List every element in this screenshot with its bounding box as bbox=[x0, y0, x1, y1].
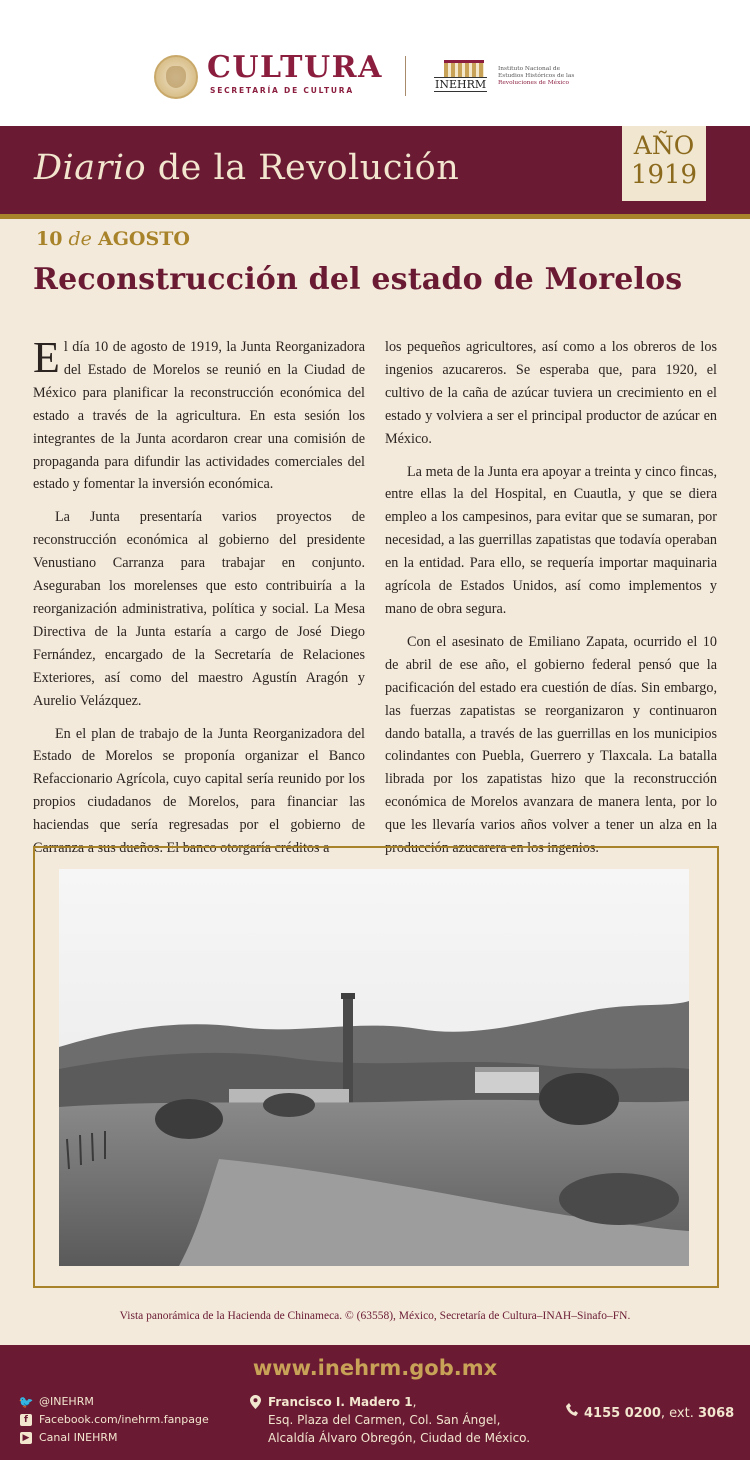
year-label: AÑO bbox=[633, 131, 695, 160]
address-line: Esq. Plaza del Carmen, Col. San Ángel, bbox=[268, 1413, 501, 1427]
drop-cap: E bbox=[33, 333, 60, 382]
year-box bbox=[622, 126, 706, 201]
date-de: de bbox=[62, 228, 98, 250]
facebook-icon: f bbox=[20, 1414, 32, 1426]
logo-divider bbox=[405, 56, 406, 96]
article-column-right bbox=[385, 336, 717, 870]
phone-icon bbox=[566, 1403, 578, 1417]
twitter-icon: 🐦 bbox=[18, 1395, 34, 1409]
phone-ext-label: , ext. bbox=[660, 1406, 698, 1421]
youtube-icon: ▶ bbox=[20, 1432, 32, 1444]
website-link[interactable]: www.inehrm.gob.mx bbox=[252, 1356, 498, 1380]
hacienda-photo bbox=[59, 869, 689, 1266]
article-paragraph: La meta de la Junta era apoyar a treinta y cinco fincas, entre ellas la del Hospital, en Cuautla, y que se diera empleo a los campesinos, para evitar que se sumaran, por necesidad, a las guerrillas zapatistas que todavía operaban en la entidad. Para ello, se requería importar maquinaria agrícola de Estados Unidos, así como implementos y mano de obra segura. bbox=[385, 463, 717, 617]
youtube-link[interactable] bbox=[20, 1429, 209, 1447]
title-band-rule bbox=[0, 214, 750, 219]
paragraph-text: l día 10 de agosto de 1919, la Junta Reorganizadora del Estado de Morelos se reunió en la Ciudad de México para planificar la reconstrucción económica del estado a través de la agricultura. En esta sesión los integrantes de la Junta acordaron crear una comisión de propaganda para difundir las actividades comerciales del estado y fomentar la inversión económica. bbox=[33, 339, 365, 493]
map-pin-icon bbox=[250, 1395, 261, 1409]
article-paragraph: La Junta presentaría varios proyectos de reconstrucción económica al gobierno del presidente Venustiano Carranza para trabajar en conjunto. Aseguraban los morelenses que esto contribuiría a la reorganización administrativa, política y social. La Mesa Directiva de la Junta estaría a cargo de José Diego Fernández, encargado de la Secretaría de Relaciones Exteriores, así como del maestro Agustín Aragón y Aurelio Velázquez. bbox=[33, 509, 365, 709]
article-paragraph: Con el asesinato de Emiliano Zapata, ocurrido el 10 de abril de ese año, el gobierno federal pensó que la pacificación del estado era cuestión de días. Sin embargo, las fuerzas zapatistas se reorganizaron y continuaron dando batalla, a través de las guerrillas en los municipios colindantes con Puebla, Guerrero y Tlaxcala. La batalla librada por los zapatistas hizo que la reconstrucción económica de Morelos avanzara de manera lenta, por lo que les llevaría varios años volver a tener un alza en la producción azucarera en los ingenios. bbox=[385, 633, 717, 857]
phone-number: 4155 0200 bbox=[584, 1406, 661, 1421]
photo-caption: Vista panorámica de la Hacienda de Chinameca. © (63558), México, Secretaría de Cultura–INAH–Sinafo–FN. bbox=[119, 1310, 631, 1322]
date-month: AGOSTO bbox=[97, 228, 190, 250]
youtube-channel: Canal INEHRM bbox=[39, 1431, 118, 1444]
article-paragraph: los pequeños agricultores, así como a los obreros de los ingenios azucareros. Se esperaba que, para 1920, el cultivo de la caña de azúcar tuviera un crecimiento en el estado y volviera a ser el principal productor de azúcar en México. bbox=[385, 339, 717, 447]
publication-title-italic: Diario bbox=[34, 148, 147, 188]
article-paragraph bbox=[33, 333, 365, 496]
inehrm-name-line: Estudios Históricos de las bbox=[498, 73, 575, 79]
phone-ext: 3068 bbox=[697, 1406, 735, 1421]
address-line bbox=[268, 1393, 530, 1411]
address-street: Francisco I. Madero 1 bbox=[268, 1395, 413, 1409]
year-value: 1919 bbox=[630, 160, 698, 190]
inehrm-name-line: Instituto Nacional de bbox=[498, 66, 561, 72]
article-column-left bbox=[33, 333, 365, 870]
hacienda-landscape-image bbox=[59, 869, 689, 1266]
address-line: Alcaldía Álvaro Obregón, Ciudad de México. bbox=[268, 1431, 531, 1445]
publication-title bbox=[34, 148, 459, 188]
facebook-handle: Facebook.com/inehrm.fanpage bbox=[39, 1413, 209, 1426]
article-date bbox=[36, 228, 190, 250]
inehrm-full-name bbox=[498, 66, 574, 87]
cultura-logo-text: CULTURA bbox=[207, 50, 383, 85]
twitter-link[interactable] bbox=[20, 1393, 209, 1411]
article-headline: Reconstrucción del estado de Morelos bbox=[33, 262, 683, 297]
date-day: 10 bbox=[36, 228, 63, 250]
inehrm-logo bbox=[434, 60, 492, 92]
inehrm-name-line: Revoluciones de México bbox=[498, 80, 569, 86]
address-comma: , bbox=[412, 1395, 417, 1409]
publication-title-rest: de la Revolución bbox=[146, 148, 460, 188]
twitter-handle: @INEHRM bbox=[39, 1395, 94, 1408]
mexico-seal-icon bbox=[154, 55, 198, 99]
inehrm-building-icon bbox=[444, 60, 484, 78]
phone-contact[interactable] bbox=[566, 1403, 734, 1421]
inehrm-logo-word: INEHRM bbox=[435, 78, 487, 91]
secretaria-label: SECRETARÍA DE CULTURA bbox=[210, 86, 354, 95]
social-links bbox=[20, 1393, 209, 1447]
article-paragraph: En el plan de trabajo de la Junta Reorganizadora del Estado de Morelos se proponía organizar el Banco Refaccionario Agrícola, cuyo capital sería reunido por los propios ciudadanos de Morelos, para financiar las haciendas que sería regresadas por el gobierno de Carranza a sus dueños. El banco otorgaría créditos a bbox=[33, 725, 365, 857]
facebook-link[interactable] bbox=[20, 1411, 209, 1429]
address-block bbox=[250, 1393, 530, 1447]
